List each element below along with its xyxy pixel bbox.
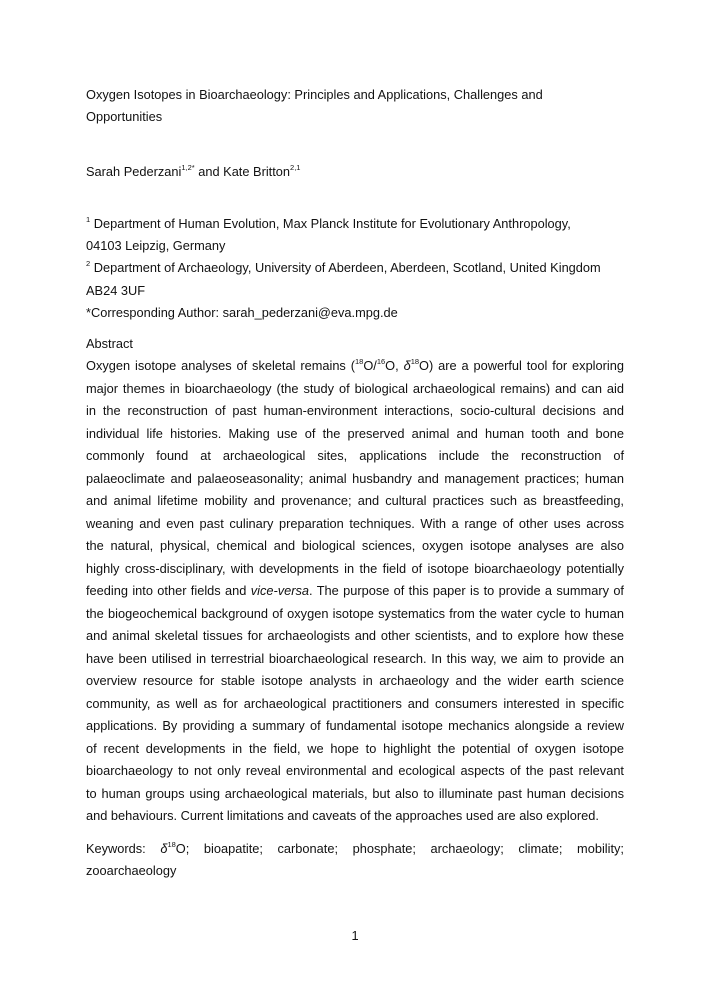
keyword: bioapatite; <box>203 841 263 856</box>
abstract-line: and animal skeletal tissues for archaeologists and other scientists, and to explore how these <box>86 628 624 643</box>
paper-title-line-1: Oxygen Isotopes in Bioarchaeology: Principles and Applications, Challenges and <box>86 87 543 102</box>
affiliation-2-line-2: AB24 3UF <box>86 283 146 298</box>
author-conjunction: and <box>194 164 224 179</box>
abstract-line: commonly found at archaeological sites, applications include the reconstruction of <box>86 448 624 463</box>
abstract-line: individual life histories. Making use of the preserved animal and human tooth and bone <box>86 426 624 441</box>
keyword: zooarchaeology <box>86 863 177 878</box>
document-page <box>86 0 624 1000</box>
abstract-line: have been utilised in terrestrial bioarchaeological research. In this way, we aim to provide an <box>86 651 624 666</box>
keywords-label: Keywords: <box>86 841 146 856</box>
author-affiliation-marker: 2,1 <box>290 162 301 172</box>
keyword: carbonate; <box>277 841 339 856</box>
keyword: climate; <box>518 841 563 856</box>
paper-title-line-2: Opportunities <box>86 109 163 124</box>
keyword: mobility; <box>577 841 624 856</box>
affiliation-1-line-1: $^1$ Department of Human Evolution, Max Planck Institute for Evolutionary Anthropology, <box>86 214 571 231</box>
abstract-line: applications. By providing a summary of fundamental isotope mechanics alongside a review <box>86 718 624 733</box>
abstract-line: community, as well as for archaeological practitioners and consumers interested in specific <box>86 696 624 711</box>
abstract-line: overview resource for stable isotope analysts in archaeology and the wider earth science <box>86 673 624 688</box>
keyword: phosphate; <box>352 841 416 856</box>
affiliation-2-line-1: $^2$ Department of Archaeology, University of Aberdeen, Aberdeen, Scotland, United Kingdom <box>86 258 601 275</box>
affiliation-number: 2 <box>86 258 91 268</box>
keyword: archaeology; <box>430 841 504 856</box>
abstract-line: of recent developments in the field, we hope to highlight the potential of oxygen isotope <box>86 741 624 756</box>
affiliation-number: 1 <box>86 214 91 224</box>
affiliation-1-line-2: 04103 Leipzig, Germany <box>86 238 226 253</box>
abstract-line: highly cross-disciplinary, with developments in the field of isotope bioarchaeology potentially <box>86 561 624 576</box>
author-name: Sarah Pederzani <box>86 164 182 179</box>
abstract-line-last: and behaviours. Current limitations and caveats of the approaches used are also explored. <box>86 808 599 823</box>
abstract-heading: Abstract <box>86 336 133 351</box>
abstract-line: palaeoclimate and palaeoseasonality; animal husbandry and management practices; human <box>86 471 624 486</box>
author-affiliation-marker: 1,2* <box>181 162 195 172</box>
author-name: Kate Britton <box>223 164 291 179</box>
keywords-line: Keywords: $\delta^{18}O$; bioapatite; carbonate; phosphate; archaeology; climate; mobility; <box>86 839 624 856</box>
page-number: 1 <box>351 928 359 943</box>
abstract-line: major themes in bioarchaeology (the study of biological archaeological remains) and can aid <box>86 381 624 396</box>
author-list <box>86 164 300 180</box>
abstract-line: to human groups using archaeological materials, but also to illuminate past human decisions <box>86 786 624 801</box>
abstract-line: the biogeochemical background of oxygen isotope systematics from the water cycle to human <box>86 606 624 621</box>
abstract-line: bioarchaeology to not only reveal environmental and ecological aspects of the past relevant <box>86 763 624 778</box>
abstract-line: and animal lifetime mobility and provenance; and cultural practices such as breastfeeding, <box>86 493 624 508</box>
abstract-line: Oxygen isotope analyses of skeletal remains ($^{18}$O/$^{16}$O, $\delta^{18}O$) are a powerful tool for exploring <box>86 356 624 373</box>
corresponding-author: *Corresponding Author: sarah_pederzani@eva.mpg.de <box>86 305 398 320</box>
abstract-line: feeding into other fields and vice-versa. The purpose of this paper is to provide a summary of <box>86 583 624 598</box>
abstract-line: in the reconstruction of past human-environment interactions, socio-cultural decisions and <box>86 403 624 418</box>
abstract-line: weaning and even past culinary preparation techniques. With a range of other uses across <box>86 516 624 531</box>
abstract-line: the natural, physical, chemical and biological sciences, oxygen isotope analyses are also <box>86 538 624 553</box>
